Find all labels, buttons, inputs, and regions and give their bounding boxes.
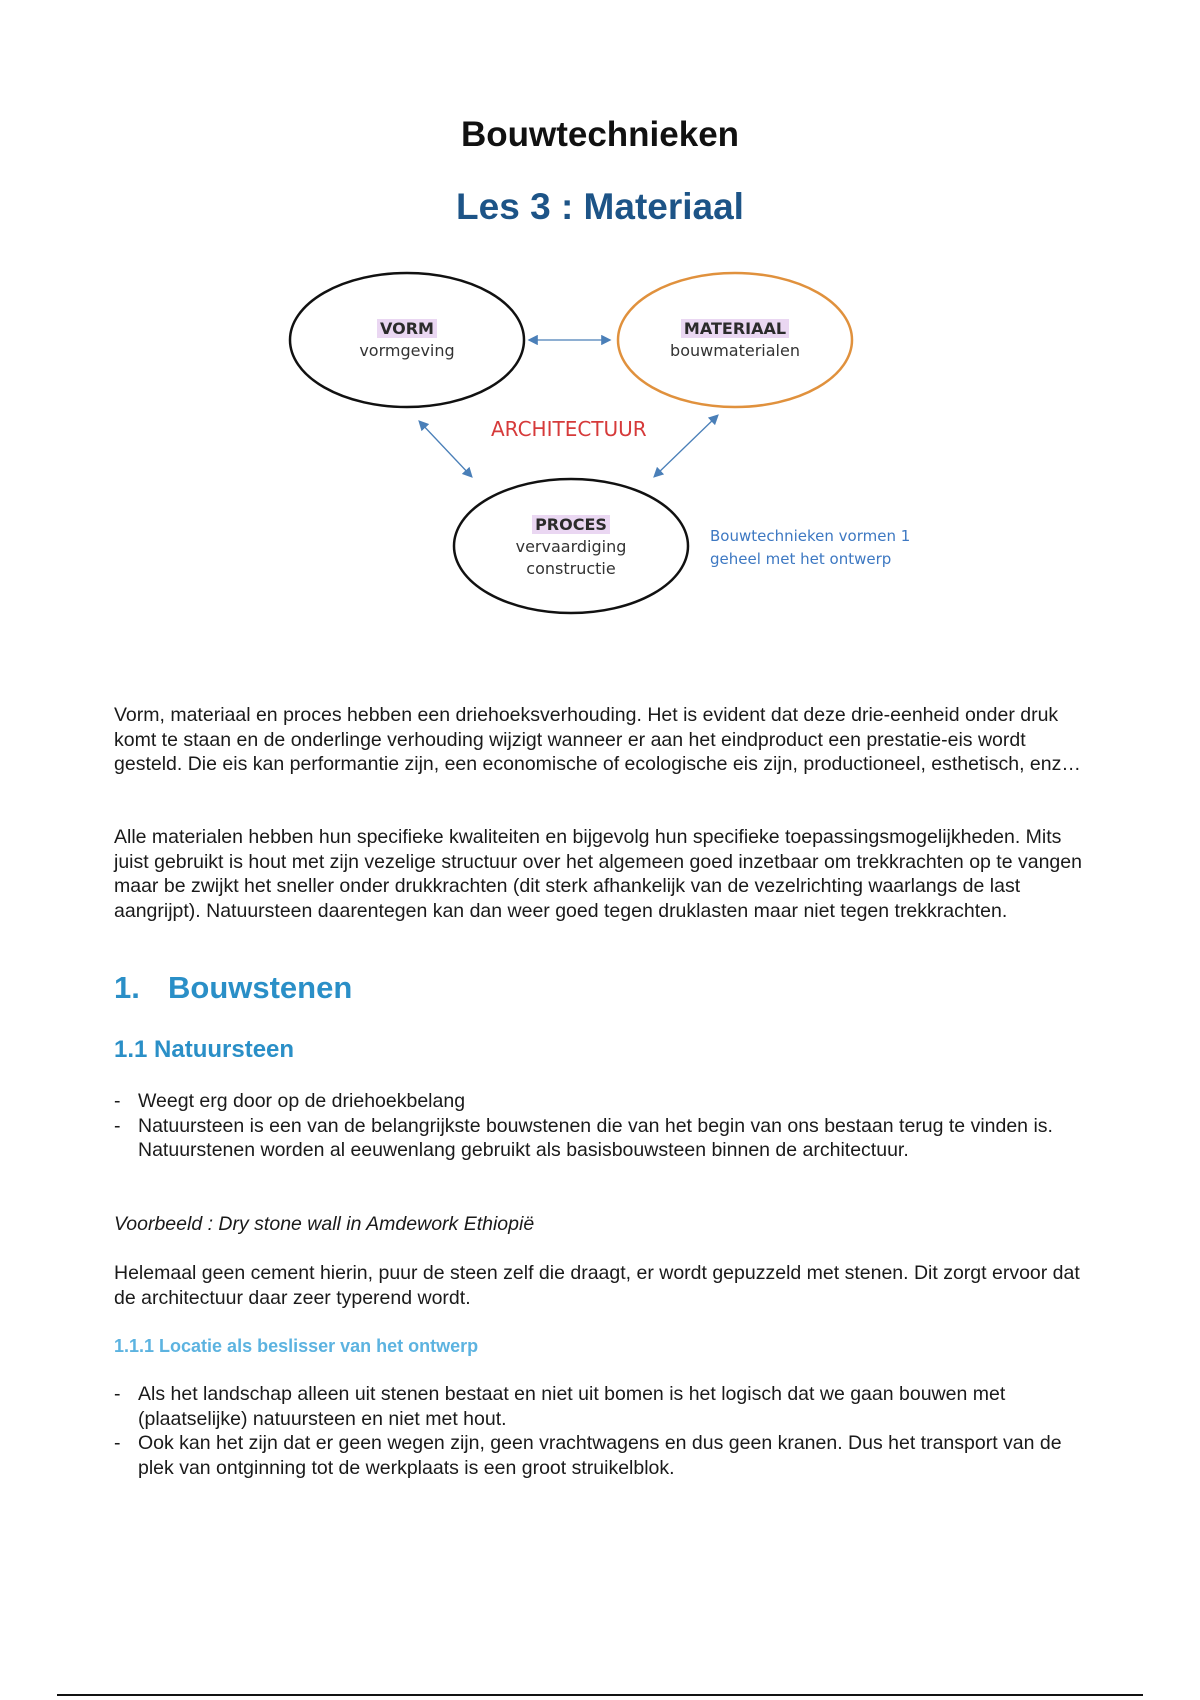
subsection-heading-natuursteen: 1.1 Natuursteen <box>114 1036 295 1063</box>
proces-node <box>481 514 661 580</box>
natuursteen-bullet-list <box>114 1089 1094 1163</box>
materiaal-key: MATERIAAL <box>681 319 789 338</box>
materiaal-sublabel: bouwmaterialen <box>670 341 800 360</box>
architecture-triangle-diagram <box>265 258 935 630</box>
section-title: Bouwstenen <box>168 970 353 1005</box>
subsubsection-heading-locatie: 1.1.1 Locatie als beslisser van het ontwerp <box>114 1336 479 1356</box>
locatie-bullet-list <box>114 1382 1094 1480</box>
list-marker: - <box>114 1090 121 1112</box>
footer-divider <box>57 1694 1143 1696</box>
arrow-materiaal-proces <box>655 416 717 476</box>
materiaal-node <box>645 318 825 362</box>
list-marker: - <box>114 1114 121 1137</box>
intro-paragraph-2: Alle materialen hebben hun specifieke kwaliteiten en bijgevolg hun specifieke toepassingsmogelijkheden. Mits juist gebruikt is hout met zijn vezelige structuur over het algemeen goed inzetbaar om trekkrachten op te vangen maar be zwijkt het sneller onder drukkrachten (dit sterk afhankelijk van de vezelrichting waarlangs de last aangrijpt). Natuursteen daarentegen kan dan weer goed tegen druklasten maar niet tegen trekkrachten. <box>114 826 1082 922</box>
list-item <box>114 1114 1094 1163</box>
proces-sublabel-1: vervaardiging <box>515 537 627 556</box>
architectuur-label: ARCHITECTUUR <box>491 417 647 441</box>
proces-key: PROCES <box>532 515 610 534</box>
vorm-node <box>317 318 497 362</box>
section-number: 1. <box>114 970 140 1005</box>
list-item-text: Als het landschap alleen uit stenen bestaat en niet uit bomen is het logisch dat we gaan bouwen met (plaatselijke) natuursteen en niet met hout. <box>138 1383 1006 1430</box>
side-note-line-2: geheel met het ontwerp <box>710 550 892 568</box>
list-item <box>114 1089 1094 1114</box>
list-item <box>114 1431 1094 1480</box>
diagram-side-note <box>710 525 935 571</box>
vorm-sublabel: vormgeving <box>359 341 455 360</box>
arrow-vorm-proces <box>420 422 471 476</box>
list-marker: - <box>114 1383 121 1405</box>
list-marker: - <box>114 1432 121 1454</box>
list-item-text: Ook kan het zijn dat er geen wegen zijn, geen vrachtwagens en dus geen kranen. Dus het transport van de plek van ontginning tot de werkplaats is een groot struikelblok. <box>138 1432 1062 1479</box>
list-item-text: Weegt erg door op de driehoekbelang <box>138 1090 466 1112</box>
document-title: Bouwtechnieken <box>460 115 740 154</box>
proces-sublabel-2: constructie <box>526 559 616 578</box>
list-item-text: Natuursteen is een van de belangrijkste bouwstenen die van het begin van ons bestaan terug te vinden is. Natuurstenen worden al eeuwenlang gebruikt als basisbouwsteen binnen de architectuur. <box>138 1114 1053 1161</box>
example-caption: Voorbeeld : Dry stone wall in Amdework Ethiopië <box>114 1213 535 1235</box>
vorm-key: VORM <box>377 319 437 338</box>
section-heading-bouwstenen <box>114 970 352 1006</box>
lesson-subtitle: Les 3 : Materiaal <box>456 186 744 227</box>
side-note-line-1: Bouwtechnieken vormen 1 <box>710 527 911 545</box>
intro-paragraph-1: Vorm, materiaal en proces hebben een driehoeksverhouding. Het is evident dat deze drie-eenheid onder druk komt te staan en de onderlinge verhouding wijzigt wanneer er aan het eindproduct een prestatie-eis wordt gesteld. Die eis kan performantie zijn, een economische of ecologische eis zijn, productioneel, esthetisch, enz… <box>114 704 1081 775</box>
example-paragraph: Helemaal geen cement hierin, puur de steen zelf die draagt, er wordt gepuzzeld met stenen. Dit zorgt ervoor dat de architectuur daar zeer typerend wordt. <box>114 1262 1080 1309</box>
list-item <box>114 1382 1094 1431</box>
